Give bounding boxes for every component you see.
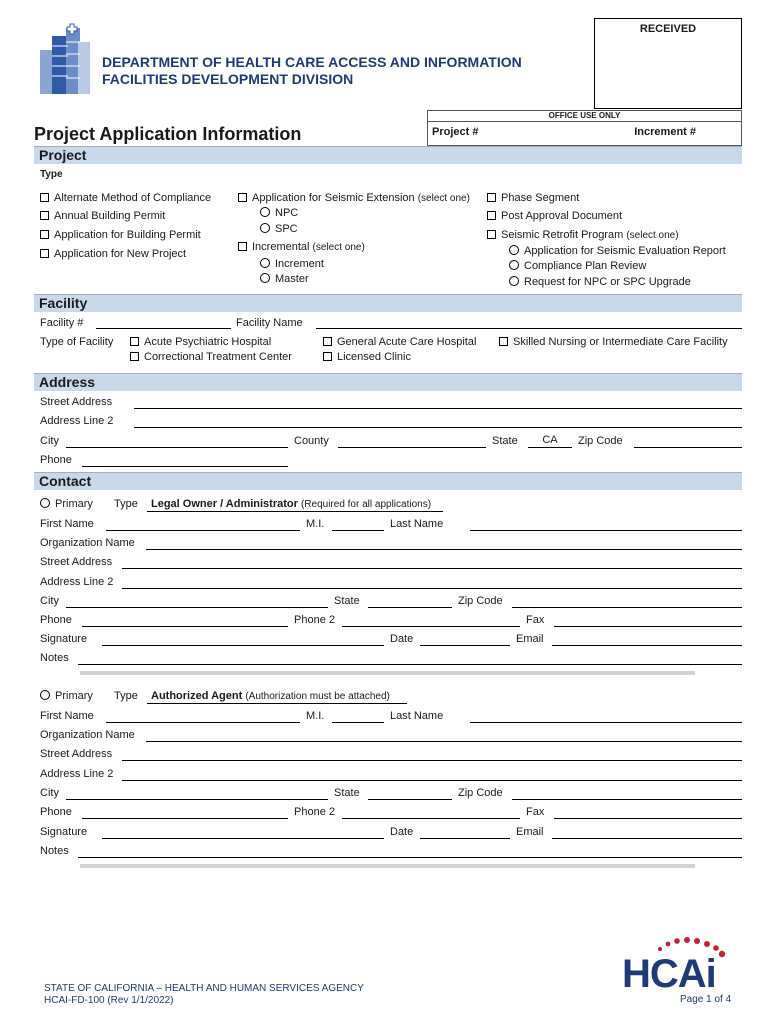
contact1-type-value: Legal Owner / Administrator (Required for all applications) xyxy=(147,498,443,512)
option-incremental[interactable]: Incremental (select one) xyxy=(238,241,365,253)
facility-type-label: Type of Facility xyxy=(40,336,114,348)
contact1-street-label: Street Address xyxy=(40,556,113,568)
contact2-type-value: Authorized Agent (Authorization must be attached) xyxy=(147,690,407,704)
contact1-last-field[interactable] xyxy=(470,519,742,531)
checkbox-icon xyxy=(323,337,332,346)
contact2-first-field[interactable] xyxy=(106,711,300,723)
section-contact-header: Contact xyxy=(34,472,742,490)
increment-number-label: Increment # xyxy=(634,126,696,138)
facility-name-field[interactable] xyxy=(316,317,742,329)
header-title xyxy=(102,54,522,88)
contact2-fax-field[interactable] xyxy=(554,807,742,819)
contact1-fax-label: Fax xyxy=(526,614,545,626)
address-street-label: Street Address xyxy=(40,396,113,408)
checkbox-icon xyxy=(40,230,49,239)
contact1-last-label: Last Name xyxy=(390,518,444,530)
contact1-divider xyxy=(80,671,695,675)
contact2-signature-field[interactable] xyxy=(102,827,384,839)
radio-seismic-evaluation[interactable]: Application for Seismic Evaluation Report xyxy=(509,245,726,257)
option-phase-segment[interactable]: Phase Segment xyxy=(487,192,579,204)
address-zip-label: Zip Code xyxy=(578,435,623,447)
contact1-primary-radio[interactable]: Primary xyxy=(40,498,93,510)
contact2-notes-label: Notes xyxy=(40,845,69,857)
option-annual-permit[interactable]: Annual Building Permit xyxy=(40,210,165,222)
page-title: Project Application Information xyxy=(34,124,302,144)
contact1-org-field[interactable] xyxy=(146,538,742,550)
contact2-street-label: Street Address xyxy=(40,748,113,760)
contact2-last-label: Last Name xyxy=(390,710,444,722)
option-seismic-retrofit[interactable]: Seismic Retrofit Program (select one) xyxy=(487,229,679,241)
contact2-email-label: Email xyxy=(516,826,544,838)
contact2-phone2-label: Phone 2 xyxy=(294,806,335,818)
checkbox-icon xyxy=(238,242,247,251)
received-label: RECEIVED xyxy=(639,23,697,35)
address-county-label: County xyxy=(294,435,329,447)
project-number-label: Project # xyxy=(432,126,479,138)
contact1-zip-label: Zip Code xyxy=(458,595,503,607)
option-new-project[interactable]: Application for New Project xyxy=(40,248,186,260)
facility-correctional[interactable]: Correctional Treatment Center xyxy=(130,351,292,363)
contact1-email-label: Email xyxy=(516,633,544,645)
option-alternate-method[interactable]: Alternate Method of Compliance xyxy=(40,192,211,204)
contact1-signature-label: Signature xyxy=(40,633,88,645)
contact2-notes-field[interactable] xyxy=(78,846,742,858)
facility-number-field[interactable] xyxy=(96,317,231,329)
checkbox-icon xyxy=(487,211,496,220)
contact2-org-field[interactable] xyxy=(146,730,742,742)
radio-increment[interactable]: Increment xyxy=(260,258,324,270)
contact1-notes-field[interactable] xyxy=(78,653,742,665)
contact1-phone2-field[interactable] xyxy=(342,615,520,627)
radio-icon xyxy=(260,258,270,268)
section-address-header: Address xyxy=(34,373,742,391)
footer-form-number: HCAI-FD-100 (Rev 1/1/2022) xyxy=(44,995,174,1006)
contact2-phone-label: Phone xyxy=(40,806,72,818)
radio-compliance-plan[interactable]: Compliance Plan Review xyxy=(509,260,646,272)
hcai-logo xyxy=(620,935,740,991)
section-facility-header: Facility xyxy=(34,294,742,312)
radio-npc[interactable]: NPC xyxy=(260,207,298,219)
project-type-label: Type xyxy=(40,169,63,180)
facility-acute-psychiatric[interactable]: Acute Psychiatric Hospital xyxy=(130,336,271,348)
section-project-header: Project xyxy=(34,146,742,164)
contact1-mi-label: M.I. xyxy=(306,518,325,530)
contact2-email-field[interactable] xyxy=(552,827,742,839)
checkbox-icon xyxy=(130,352,139,361)
contact2-org-label: Organization Name xyxy=(40,729,135,741)
checkbox-icon xyxy=(238,193,247,202)
contact2-phone2-field[interactable] xyxy=(342,807,520,819)
division-name: FACILITIES DEVELOPMENT DIVISION xyxy=(102,71,354,87)
address-city-label: City xyxy=(40,435,59,447)
contact1-city-label: City xyxy=(40,595,59,607)
received-stamp-box xyxy=(594,18,742,109)
address-phone-label: Phone xyxy=(40,454,72,466)
radio-spc[interactable]: SPC xyxy=(260,223,298,235)
contact2-line2-field[interactable] xyxy=(122,769,742,781)
checkbox-icon xyxy=(323,352,332,361)
contact1-city-field[interactable] xyxy=(66,596,328,608)
contact2-phone-field[interactable] xyxy=(82,807,288,819)
contact1-first-field[interactable] xyxy=(106,519,300,531)
radio-master[interactable]: Master xyxy=(260,273,309,285)
checkbox-icon xyxy=(499,337,508,346)
contact2-date-label: Date xyxy=(390,826,414,838)
facility-licensed-clinic[interactable]: Licensed Clinic xyxy=(323,351,411,363)
address-state-label: State xyxy=(492,435,518,447)
contact1-state-field[interactable] xyxy=(368,596,452,608)
contact1-zip-field[interactable] xyxy=(512,596,742,608)
footer-left xyxy=(44,983,364,1007)
radio-icon xyxy=(509,276,519,286)
contact1-mi-field[interactable] xyxy=(332,519,384,531)
radio-icon xyxy=(260,223,270,233)
contact1-signature-field[interactable] xyxy=(102,634,384,646)
option-building-permit[interactable]: Application for Building Permit xyxy=(40,229,201,241)
address-phone-field[interactable] xyxy=(82,455,288,467)
contact1-fax-field[interactable] xyxy=(554,615,742,627)
contact2-zip-label: Zip Code xyxy=(458,787,503,799)
contact2-signature-label: Signature xyxy=(40,826,88,838)
contact1-notes-label: Notes xyxy=(40,652,69,664)
facility-number-label: Facility # xyxy=(40,317,84,329)
radio-icon xyxy=(40,690,50,700)
contact2-state-label: State xyxy=(334,787,360,799)
address-street-field[interactable] xyxy=(134,397,742,409)
address-zip-field[interactable] xyxy=(634,436,742,448)
contact2-mi-field[interactable] xyxy=(332,711,384,723)
department-building-logo xyxy=(36,22,98,98)
contact1-line2-label: Address Line 2 xyxy=(40,576,114,588)
page-number: Page 1 of 4 xyxy=(680,994,732,1005)
facility-skilled-nursing[interactable]: Skilled Nursing or Intermediate Care Facility xyxy=(499,336,728,348)
contact2-zip-field[interactable] xyxy=(512,788,742,800)
contact1-phone-label: Phone xyxy=(40,614,72,626)
contact2-first-label: First Name xyxy=(40,710,94,722)
facility-name-label: Facility Name xyxy=(236,317,303,329)
office-use-box xyxy=(427,110,742,146)
contact1-street-field[interactable] xyxy=(122,557,742,569)
contact2-line2-label: Address Line 2 xyxy=(40,768,114,780)
contact1-org-label: Organization Name xyxy=(40,537,135,549)
address-state-field[interactable]: CA xyxy=(528,434,572,448)
checkbox-icon xyxy=(40,211,49,220)
checkbox-icon xyxy=(487,230,496,239)
option-seismic-extension[interactable]: Application for Seismic Extension (select one) xyxy=(238,192,470,204)
radio-npc-spc-upgrade[interactable]: Request for NPC or SPC Upgrade xyxy=(509,276,691,288)
radio-icon xyxy=(260,273,270,283)
office-use-caption: OFFICE USE ONLY xyxy=(428,111,741,122)
contact1-email-field[interactable] xyxy=(552,634,742,646)
contact2-last-field[interactable] xyxy=(470,711,742,723)
contact1-state-label: State xyxy=(334,595,360,607)
radio-icon xyxy=(509,245,519,255)
checkbox-icon xyxy=(487,193,496,202)
radio-icon xyxy=(260,207,270,217)
department-name: DEPARTMENT OF HEALTH CARE ACCESS AND INFORMATION xyxy=(102,54,522,70)
contact2-date-field[interactable] xyxy=(420,827,510,839)
address-city-field[interactable] xyxy=(66,436,288,448)
contact2-city-label: City xyxy=(40,787,59,799)
contact2-fax-label: Fax xyxy=(526,806,545,818)
hcai-logo-text: HCAi xyxy=(622,952,716,991)
radio-icon xyxy=(40,498,50,508)
contact1-type-label: Type xyxy=(114,498,138,510)
address-line2-field[interactable] xyxy=(134,416,742,428)
contact1-date-label: Date xyxy=(390,633,414,645)
address-line2-label: Address Line 2 xyxy=(40,415,114,427)
contact1-line2-field[interactable] xyxy=(122,577,742,589)
contact2-type-label: Type xyxy=(114,690,138,702)
contact2-city-field[interactable] xyxy=(66,788,328,800)
checkbox-icon xyxy=(40,193,49,202)
contact2-divider xyxy=(80,864,695,868)
contact2-state-field[interactable] xyxy=(368,788,452,800)
contact2-primary-radio[interactable]: Primary xyxy=(40,690,93,702)
checkbox-icon xyxy=(40,249,49,258)
checkbox-icon xyxy=(130,337,139,346)
radio-icon xyxy=(509,260,519,270)
facility-general-acute[interactable]: General Acute Care Hospital xyxy=(323,336,476,348)
contact1-phone2-label: Phone 2 xyxy=(294,614,335,626)
option-post-approval[interactable]: Post Approval Document xyxy=(487,210,622,222)
address-county-field[interactable] xyxy=(338,436,486,448)
contact2-mi-label: M.I. xyxy=(306,710,325,722)
contact1-date-field[interactable] xyxy=(420,634,510,646)
footer-agency: STATE OF CALIFORNIA – HEALTH AND HUMAN SERVICES AGENCY xyxy=(44,983,364,994)
contact1-first-label: First Name xyxy=(40,518,94,530)
contact2-street-field[interactable] xyxy=(122,749,742,761)
contact1-phone-field[interactable] xyxy=(82,615,288,627)
